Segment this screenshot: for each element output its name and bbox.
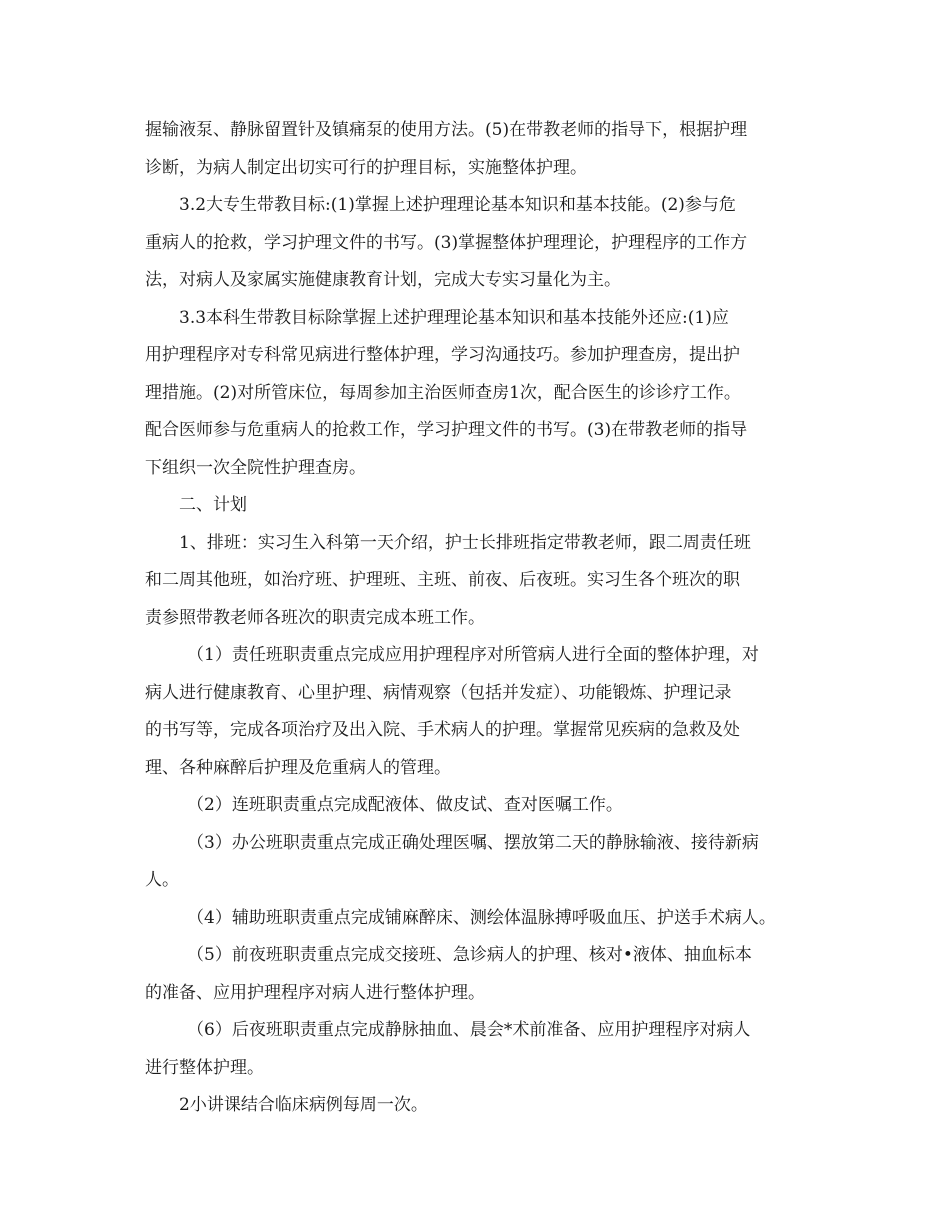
text-line-13: 和二周其他班，如治疗班、护理班、主班、前夜、后夜班。实习生各个班次的职 [145,570,740,590]
text-line-12: 1、排班：实习生入科第一天介绍，护士长排班指定带教老师，跟二周责任班 [179,532,751,553]
text-line-3: 3.2大专生带教目标:(1)掌握上述护理理论基本知识和基本技能。(2)参与危 [179,195,736,215]
text-line-25: （6）后夜班职责重点完成静脉抽血、晨会*术前准备、应用护理程序对病人 [187,1020,751,1040]
text-line-5: 法，对病人及家属实施健康教育计划，完成大专实习量化为主。 [145,270,621,290]
text-line-17: 的书写等，完成各项治疗及出入院、手术病人的护理。掌握常见疾病的急救及处 [145,720,740,740]
text-line-23: （5）前夜班职责重点完成交接班、急诊病人的护理、核对•液体、抽血标本 [187,945,752,965]
text-line-7: 用护理程序对专科常见病进行整体护理，学习沟通技巧。参加护理查房，提出护 [145,345,740,365]
text-line-10: 下组织一次全院性护理查房。 [145,457,366,478]
text-line-19: （2）连班职责重点完成配液体、做皮试、查对医嘱工作。 [187,795,623,815]
text-line-26: 进行整体护理。 [145,1057,264,1078]
text-line-27: 2小讲课结合临床病例每周一次。 [179,1095,428,1115]
text-line-16: 病人进行健康教育、心里护理、病情观察（包括并发症）、功能锻炼、护理记录 [145,682,732,703]
text-line-21: 人。 [145,870,179,890]
text-line-22: （4）辅助班职责重点完成铺麻醉床、测绘体温脉搏呼吸血压、护送手术病人。 [187,907,776,928]
text-line-8: 理措施。(2)对所管床位，每周参加主治医师查房1次，配合医生的诊诊疗工作。 [145,382,741,403]
text-line-4: 重病人的抢救，学习护理文件的书写。(3)掌握整体护理理论，护理程序的工作方 [145,232,748,253]
text-line-15: （1）责任班职责重点完成应用护理程序对所管病人进行全面的整体护理，对 [187,645,759,665]
text-line-14: 责参照带教老师各班次的职责完成本班工作。 [145,607,485,628]
text-line-18: 理、各种麻醉后护理及危重病人的管理。 [145,757,451,778]
text-line-24: 的准备、应用护理程序对病人进行整体护理。 [145,982,485,1003]
section-heading: 二、计划 [179,495,247,515]
text-line-6: 3.3本科生带教目标除掌握上述护理理论基本知识和基本技能外还应:(1)应 [179,307,729,328]
body-text [145,112,825,1125]
text-line-1: 握输液泵、静脉留置针及镇痛泵的使用方法。(5)在带教老师的指导下，根据护理 [145,120,748,140]
text-line-2: 诊断，为病人制定出切实可行的护理目标，实施整体护理。 [145,157,587,178]
text-line-20: （3）办公班职责重点完成正确处理医嘱、摆放第二天的静脉输液、接待新病 [187,832,759,853]
text-line-9: 配合医师参与危重病人的抢救工作，学习护理文件的书写。(3)在带教老师的指导 [145,420,748,440]
